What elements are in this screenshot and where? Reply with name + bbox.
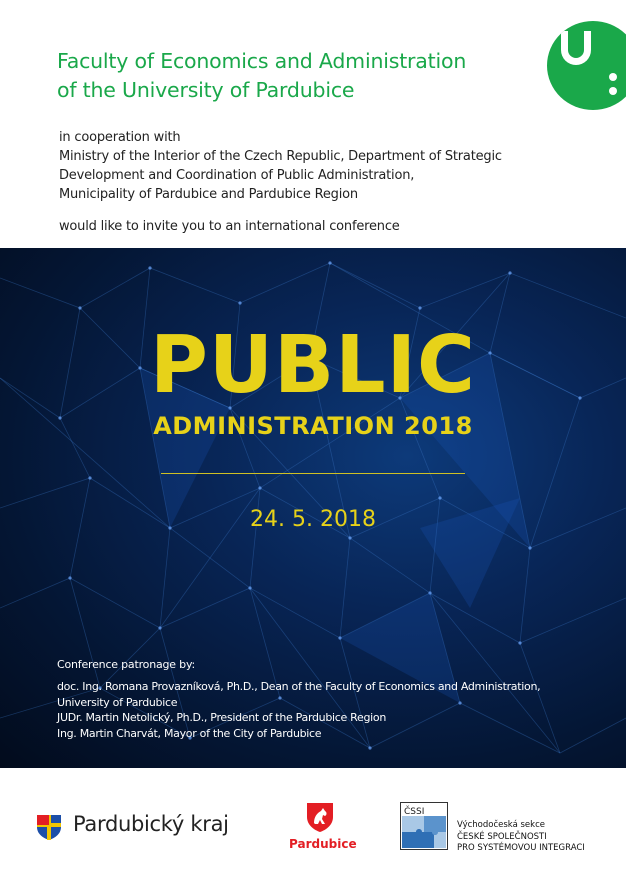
faculty-title <box>57 47 527 105</box>
cooperation-block <box>59 128 502 204</box>
pardubice-horse-emblem-icon <box>304 801 336 833</box>
cssi-puzzle-icon <box>400 802 448 850</box>
faculty-title-line1: Faculty of Economics and Administration <box>57 49 467 73</box>
cssi-line: ČESKÉ SPOLEČNOSTI <box>457 831 547 842</box>
cooperation-line: Municipality of Pardubice and Pardubice Region <box>59 187 358 202</box>
invitation-text: would like to invite you to an international conference <box>59 219 400 234</box>
cssi-organization-text <box>457 820 585 855</box>
university-u-logo-icon <box>547 21 626 110</box>
cssi-line: PRO SYSTÉMOVOU INTEGRACI <box>457 843 585 853</box>
cssi-box-label: ČSSI <box>404 807 425 817</box>
patronage-line: University of Pardubice <box>57 695 178 709</box>
title-divider <box>161 473 465 474</box>
region-logo-text: Pardubický kraj <box>73 812 229 836</box>
patronage-heading: Conference patronage by: <box>57 658 195 671</box>
cssi-line: Východočeská sekce <box>457 820 545 830</box>
patronage-line: doc. Ing. Romana Provazníková, Ph.D., Dean of the Faculty of Economics and Administration, <box>57 680 541 693</box>
patronage-line: JUDr. Martin Netolický, Ph.D., President of the Pardubice Region <box>57 711 387 724</box>
conference-banner <box>0 248 626 768</box>
pardubice-region-emblem-icon <box>35 813 63 841</box>
cooperation-line: Development and Coordination of Public Administration, <box>59 168 415 183</box>
cooperation-line: Ministry of the Interior of the Czech Republic, Department of Strategic <box>59 149 502 164</box>
faculty-title-line2: of the University of Pardubice <box>57 78 355 102</box>
patronage-line: Ing. Martin Charvát, Mayor of the City of Pardubice <box>57 726 322 740</box>
conference-subtitle: ADMINISTRATION 2018 <box>153 412 473 440</box>
city-logo-text: Pardubice <box>289 837 357 851</box>
cooperation-intro: in cooperation with <box>59 130 181 145</box>
patronage-list <box>57 679 540 741</box>
conference-date: 24. 5. 2018 <box>250 507 376 532</box>
conference-title: PUBLIC <box>150 319 476 411</box>
